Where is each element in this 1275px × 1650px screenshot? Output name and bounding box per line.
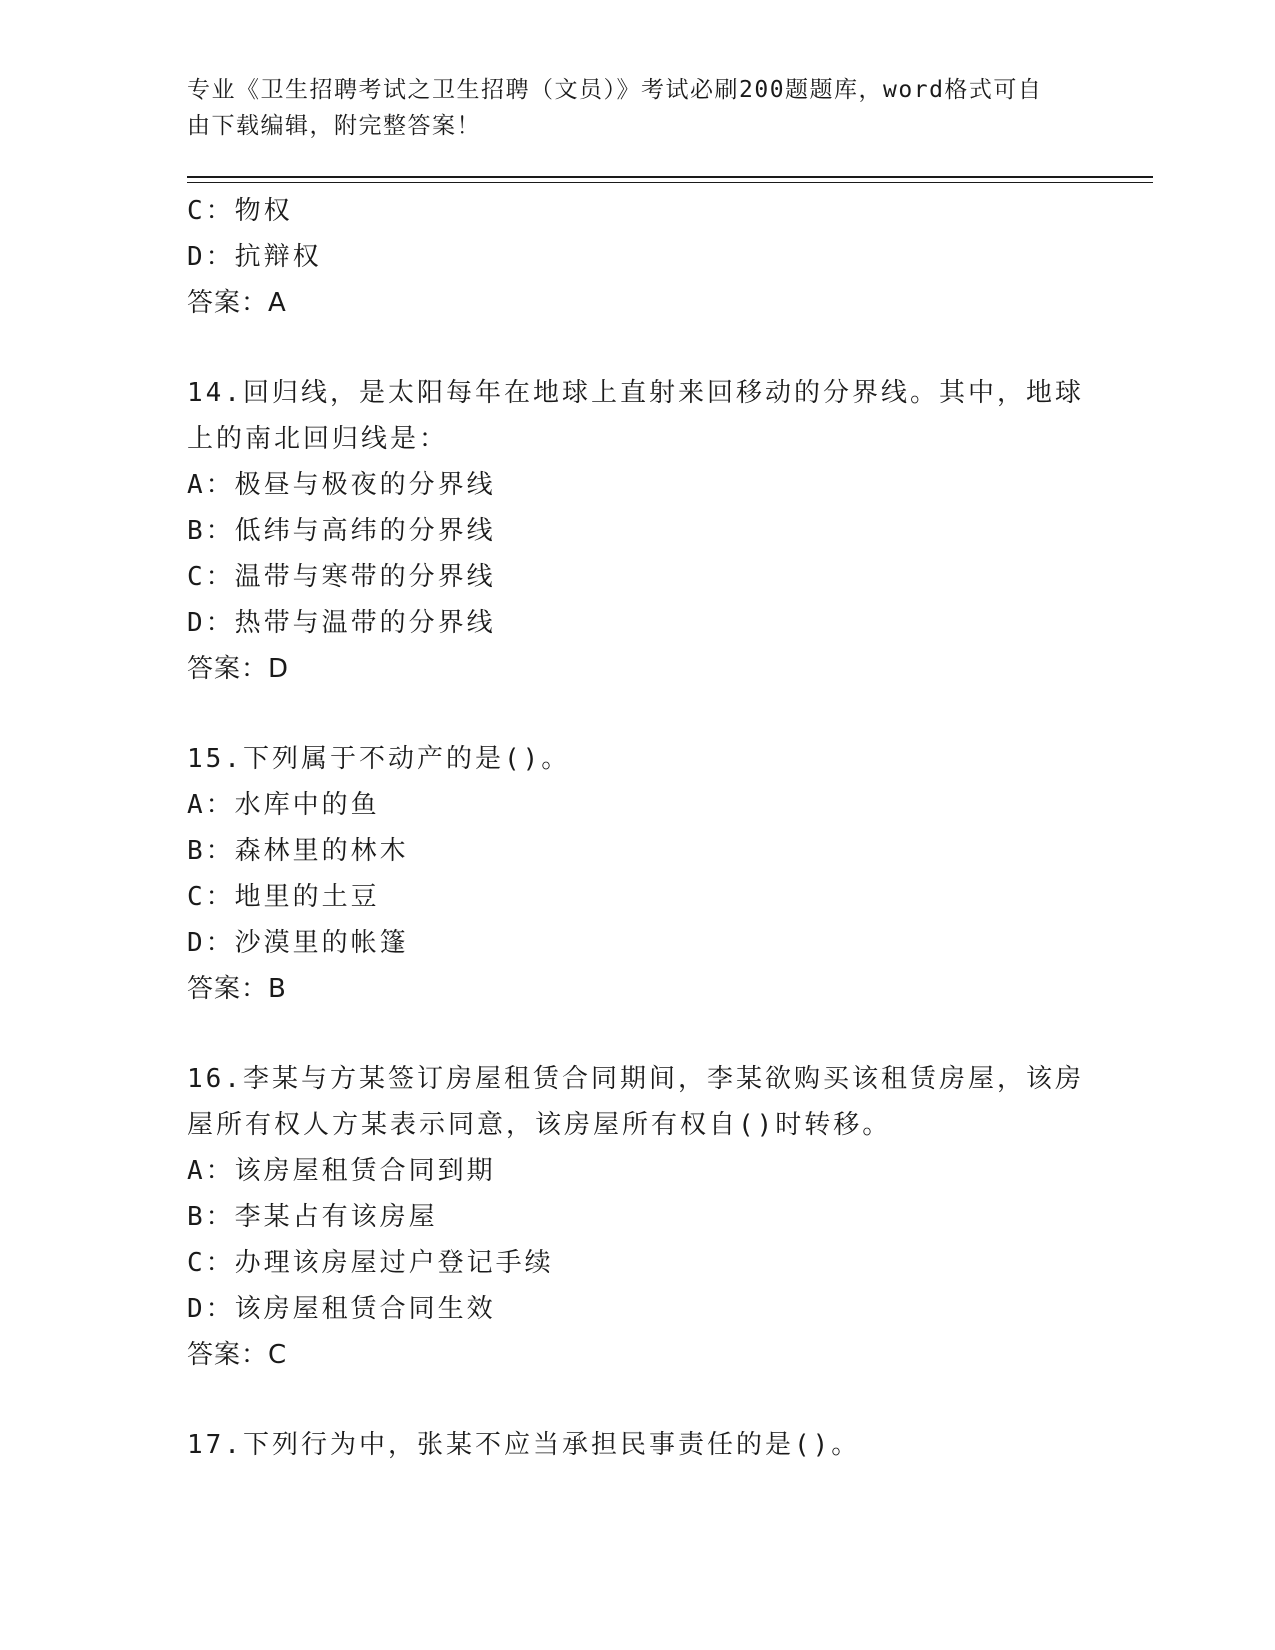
spacer xyxy=(187,326,1087,370)
question-16 xyxy=(187,1056,1087,1378)
option-b: B：李某占有该房屋 xyxy=(187,1202,438,1232)
option-a: A：水库中的鱼 xyxy=(187,790,380,820)
option-d: D：抗辩权 xyxy=(187,242,322,272)
header-line-1: 专业《卫生招聘考试之卫生招聘（文员）》考试必刷200题题库，word格式可自 xyxy=(187,77,1043,103)
option-d: D：热带与温带的分界线 xyxy=(187,608,496,638)
question-stem: 15.下列属于不动产的是()。 xyxy=(187,744,571,774)
question-15 xyxy=(187,736,1087,1012)
spacer xyxy=(187,1378,1087,1422)
header-divider-thin xyxy=(187,182,1153,183)
option-c: C：地里的土豆 xyxy=(187,882,380,912)
option-c: C：温带与寒带的分界线 xyxy=(187,562,496,592)
answer-line: 答案：B xyxy=(187,974,287,1004)
option-a: A：极昼与极夜的分界线 xyxy=(187,470,496,500)
option-b: B：低纬与高纬的分界线 xyxy=(187,516,496,546)
question-13-continued xyxy=(187,188,1087,326)
question-stem: 屋所有权人方某表示同意，该房屋所有权自()时转移。 xyxy=(187,1110,892,1140)
question-stem: 上的南北回归线是： xyxy=(187,424,449,454)
answer-line: 答案：C xyxy=(187,1340,288,1370)
document-header xyxy=(187,72,1067,144)
option-c: C：物权 xyxy=(187,196,293,226)
question-17 xyxy=(187,1422,1087,1468)
header-divider-thick xyxy=(187,176,1153,178)
answer-line: 答案：D xyxy=(187,654,290,684)
question-14 xyxy=(187,370,1087,692)
header-line-2: 由下载编辑，附完整答案！ xyxy=(187,113,481,139)
spacer xyxy=(187,692,1087,736)
option-d: D：该房屋租赁合同生效 xyxy=(187,1294,496,1324)
option-c: C：办理该房屋过户登记手续 xyxy=(187,1248,554,1278)
spacer xyxy=(187,1012,1087,1056)
option-a: A：该房屋租赁合同到期 xyxy=(187,1156,496,1186)
question-stem: 17.下列行为中，张某不应当承担民事责任的是()。 xyxy=(187,1430,861,1460)
document-body xyxy=(187,188,1087,1468)
option-b: B：森林里的林木 xyxy=(187,836,409,866)
question-stem: 14.回归线，是太阳每年在地球上直射来回移动的分界线。其中，地球 xyxy=(187,378,1084,408)
answer-line: 答案：A xyxy=(187,288,287,318)
question-stem: 16.李某与方某签订房屋租赁合同期间，李某欲购买该租赁房屋，该房 xyxy=(187,1064,1084,1094)
option-d: D：沙漠里的帐篷 xyxy=(187,928,409,958)
